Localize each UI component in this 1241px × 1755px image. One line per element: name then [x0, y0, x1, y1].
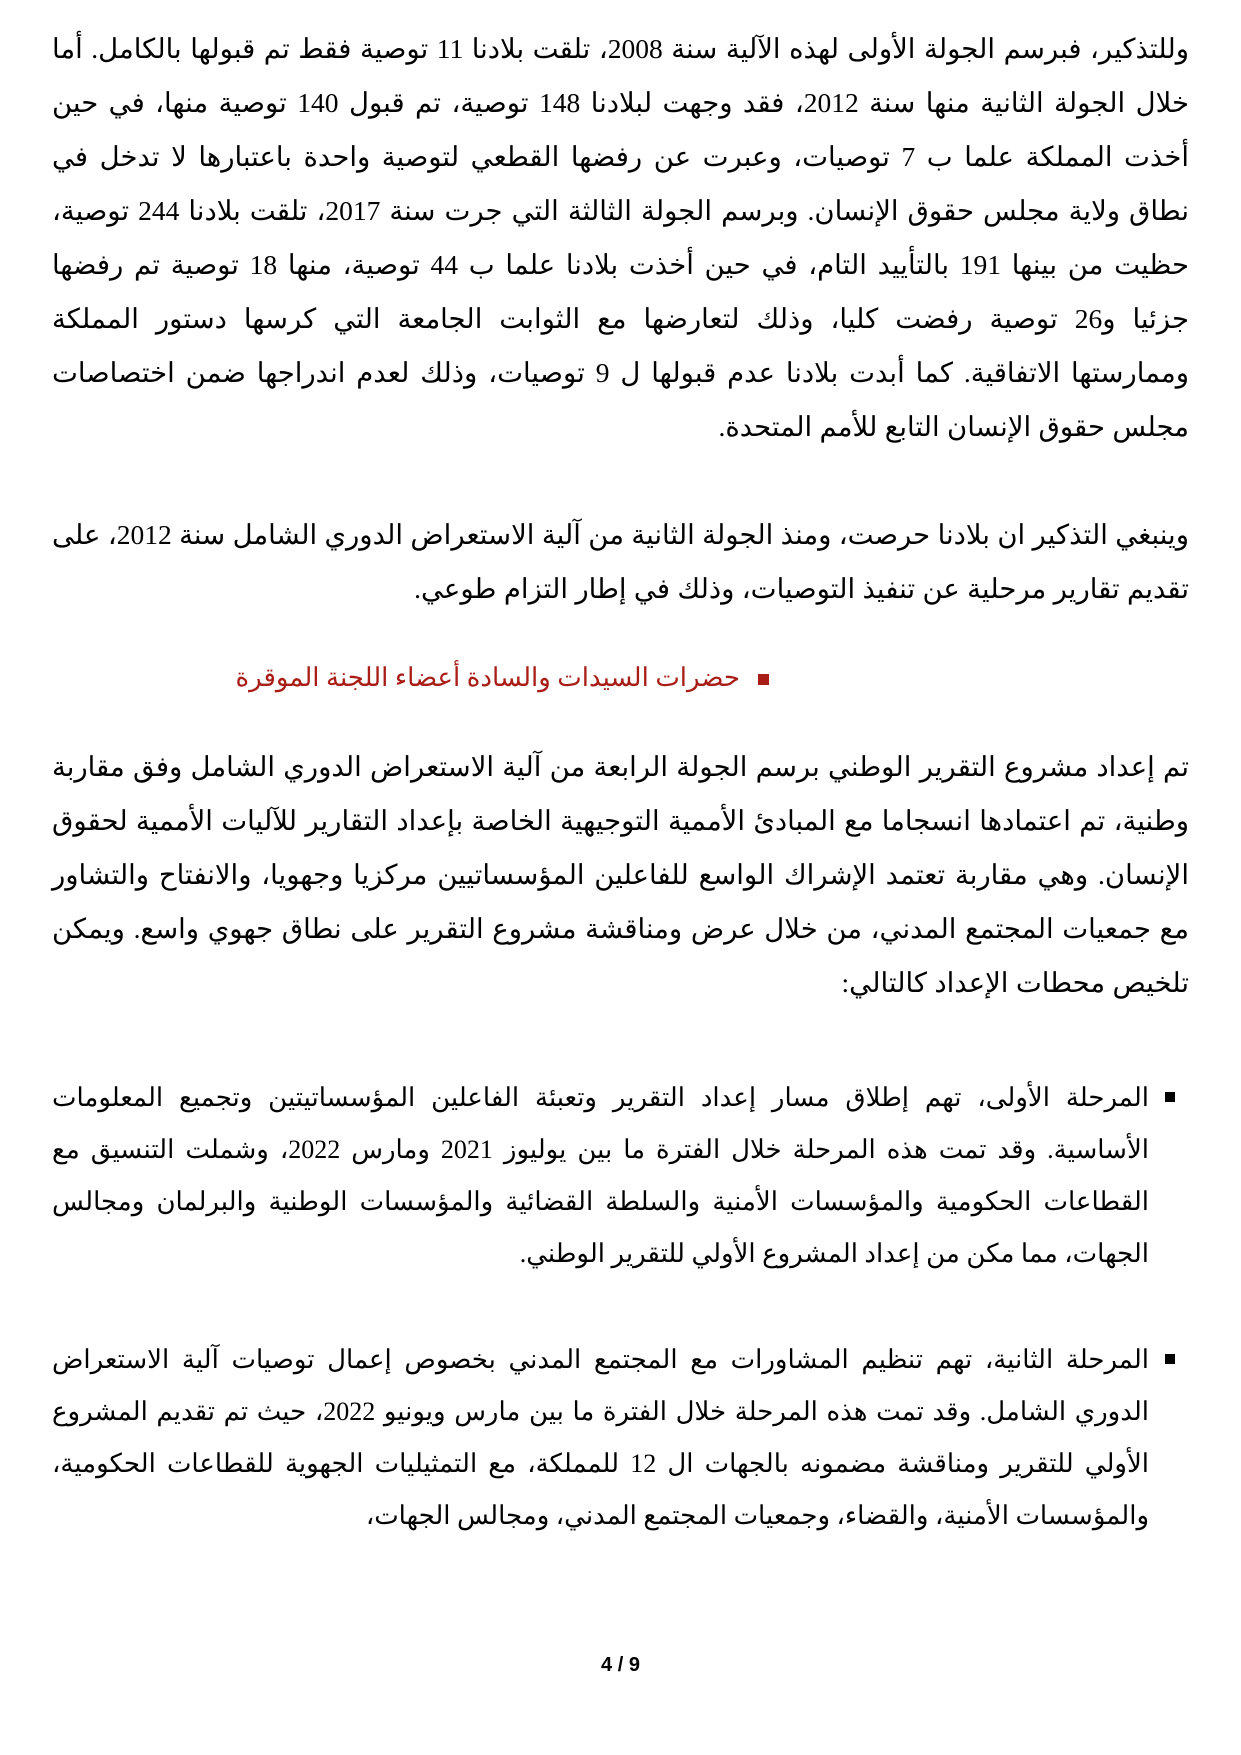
list-item	[52, 1334, 1189, 1542]
square-bullet-icon	[1165, 1092, 1175, 1102]
square-bullet-icon	[1165, 1354, 1175, 1364]
paragraph-spacer-3	[52, 698, 1189, 740]
square-bullet-icon	[758, 674, 769, 685]
paragraph-spacer-2	[52, 616, 1189, 658]
paragraph-voluntary-midterm-reports: وينبغي التذكير ان بلادنا حرصت، ومنذ الجولة الثانية من آلية الاستعراض الدوري الشامل سنة 2012، على تقديم تقارير مرحلية عن تنفيذ التوصيات، وذلك في إطار التزام طوعي.	[52, 519, 1189, 604]
salutation-heading-text: حضرات السيدات والسادة أعضاء اللجنة الموقرة	[235, 663, 740, 692]
paragraph-spacer-5	[52, 1280, 1189, 1334]
list-item	[52, 1072, 1189, 1280]
paragraph-previous-upr-cycles: وللتذكير، فبرسم الجولة الأولى لهذه الآلية سنة 2008، تلقت بلادنا 11 توصية فقط تم قبولها بالكامل. أما خلال الجولة الثانية منها سنة 2012، فقد وجهت لبلادنا 148 توصية، تم قبول 140 توصية منها، في حين أخذت المملكة علما ب 7 توصيات، وعبرت عن رفضها القطعي لتوصية واحدة باعتبارها لا تدخل في نطاق ولاية مجلس حقوق الإنسان. وبرسم الجولة الثالثة التي جرت سنة 2017، تلقت بلادنا 244 توصية، حظيت من بينها 191 بالتأييد التام، في حين أخذت بلادنا علما ب 44 توصية، منها 18 توصية تم رفضها جزئيا و26 توصية رفضت كليا، وذلك لتعارضها مع الثوابت الجامعة التي كرسها دستور المملكة وممارستها الاتفاقية. كما أبدت بلادنا عدم قبولها ل 9 توصيات، وذلك لعدم اندراجها ضمن اختصاصات مجلس حقوق الإنسان التابع للأمم المتحدة.	[52, 33, 1189, 442]
paragraph-spacer-1	[52, 454, 1189, 508]
page-number: 4 / 9	[601, 1654, 640, 1676]
stage-one-text: المرحلة الأولى، تهم إطلاق مسار إعداد التقرير وتعبئة الفاعلين المؤسساتيتين وتجميع المعلومات الأساسية. وقد تمت هذه المرحلة خلال الفترة ما بين يوليوز 2021 ومارس 2022، وشملت التنسيق مع القطاعات الحكومية والمؤسسات الأمنية والسلطة القضائية والمؤسسات الوطنية والبرلمان ومجالس الجهات، مما مكن من إعداد المشروع الأولي للتقرير الوطني.	[52, 1083, 1149, 1268]
salutation-heading	[52, 658, 1189, 698]
page-content	[52, 22, 1189, 1542]
stage-two-text: المرحلة الثانية، تهم تنظيم المشاورات مع المجتمع المدني بخصوص إعمال توصيات آلية الاستعراض الدوري الشامل. وقد تمت هذه المرحلة خلال الفترة ما بين مارس ويونيو 2022، حيث تم تقديم المشروع الأولي للتقرير ومناقشة مضمونه بالجهات ال 12 للمملكة، مع التمثيليات الجهوية للقطاعات الحكومية، والمؤسسات الأمنية، والقضاء، وجمعيات المجتمع المدني، ومجالس الجهات،	[52, 1345, 1149, 1530]
paragraph-national-report-methodology: تم إعداد مشروع التقرير الوطني برسم الجولة الرابعة من آلية الاستعراض الدوري الشامل وفق مقاربة وطنية، تم اعتمادها انسجاما مع المبادئ الأممية التوجيهية الخاصة بإعداد التقارير للآليات الأممية لحقوق الإنسان. وهي مقاربة تعتمد الإشراك الواسع للفاعلين المؤسساتيين مركزيا وجهويا، والانفتاح والتشاور مع جمعيات المجتمع المدني، من خلال عرض ومناقشة مشروع التقرير على نطاق جهوي واسع. ويمكن تلخيص محطات الإعداد كالتالي:	[52, 751, 1189, 998]
paragraph-spacer-4	[52, 1010, 1189, 1072]
